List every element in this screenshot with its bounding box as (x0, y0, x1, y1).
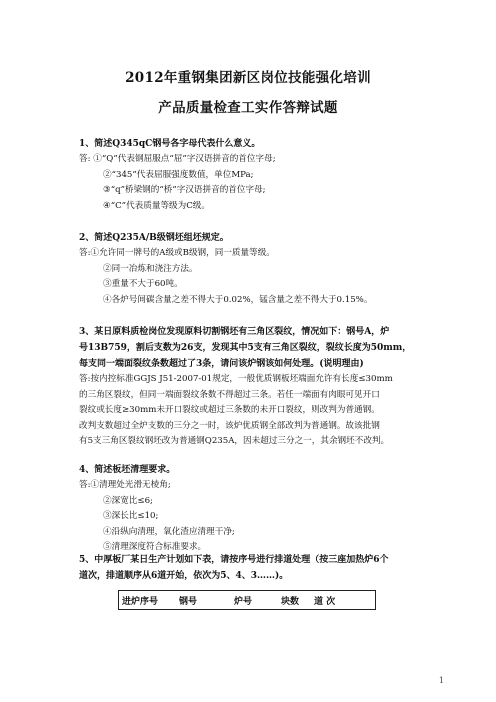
question-3-line: 3、某日原料质检岗位发现原料切割钢坯有三角区裂纹，情况如下：钢号A，炉 (79, 327, 390, 337)
answer-1-line: ②“345”代表屈服强度数值，单位MPa; (103, 169, 254, 180)
answer-3-line: 的三角区裂纹，但同一端面裂纹条数不得超过三条。若任一端面有肉眼可见开口 (79, 389, 380, 400)
question-5-line: 5、中厚板厂某日生产计划如下表，请按序号进行排道处理（按三座加热炉6个 (79, 555, 389, 565)
answer-4-line: ⑤清理深度符合标准要求。 (103, 542, 207, 552)
answer-4-line: ③深长比≤10; (103, 511, 159, 521)
answer-2-line: ②同一冶炼和浇注方法。 (103, 263, 198, 274)
table-header-cell: 进炉序号 (122, 596, 159, 607)
table-header-cell: 钢号 (179, 596, 198, 607)
question-4: 4、简述板坯清理要求。 (79, 465, 176, 475)
answer-4-line: ②深宽比≤6; (103, 495, 153, 506)
question-5 (79, 552, 419, 584)
answer-3-line: 改判支数超过全炉支数的三分之一时，该炉优质钢全部改判为普通钢。故该批钢 (79, 420, 380, 431)
answer-2-line: 答:①允许同一牌号的A级或B级钢，同一质量等级。 (79, 248, 275, 258)
answer-2 (79, 246, 424, 308)
question-3-line: 号13B759，割后支数为26支，发现其中5支有三角区裂纹，裂纹长度为50mm， (79, 343, 412, 353)
schedule-table-header (118, 590, 376, 610)
document-title: 2012年重钢集团新区岗位技能强化培训 (125, 70, 371, 86)
table-header-cell: 炉号 (234, 596, 253, 607)
answer-4 (79, 478, 424, 556)
question-3 (79, 324, 419, 372)
question-1: 1、简述Q345qC钢号各字母代表什么意义。 (79, 139, 261, 149)
table-header-cell: 块数 (281, 596, 300, 607)
answer-2-line: ③重量不大于60吨。 (103, 279, 183, 289)
answer-3-line: 有5支三角区裂纹钢坯改为普通钢Q235A，因未超过三分之一，其余钢坯不改判。 (79, 436, 390, 446)
answer-1-line: 答: ①“Q”代表钢屈服点“屈”字汉语拼音的首位字母; (79, 154, 276, 164)
answer-1-line: ④“C”代表质量等级为C级。 (103, 200, 210, 211)
question-2: 2、简述Q235A/B级钢坯组坯规定。 (79, 233, 229, 243)
answer-1-line: ③“q”桥梁钢的“桥”字汉语拼音的首位字母; (103, 185, 266, 195)
answer-3-line: 裂纹或长度≥30mm未开口裂纹或超过三条数的未开口裂纹，则改判为普通钢。 (79, 405, 380, 415)
answer-4-line: 答:①清理处光滑无棱角; (79, 480, 171, 490)
answer-3-line: 答:按内控标准GGJS J51-2007-01规定，一般优质钢板坯端面允许有长度≤30mm (79, 374, 393, 384)
answer-4-line: ④沿纵向清理，氧化渣应清理干净; (103, 526, 235, 537)
answer-3 (79, 372, 424, 450)
page-number: 1 (438, 676, 444, 685)
question-5-line: 道次，排道顺序从6道开始，依次为5、4、3……)。 (79, 571, 289, 581)
answer-1 (79, 152, 424, 214)
question-3-line: 每支同一端面裂纹条数超过了3条，请问该炉钢该如何处理。(说明理由) (79, 359, 364, 369)
document-subtitle: 产品质量检查工实作答辩试题 (158, 100, 338, 116)
table-header-cell: 道 次 (314, 596, 336, 607)
answer-2-line: ④各炉号间碳含量之差不得大于0.02%，锰含量之差不得大于0.15%。 (103, 294, 373, 305)
